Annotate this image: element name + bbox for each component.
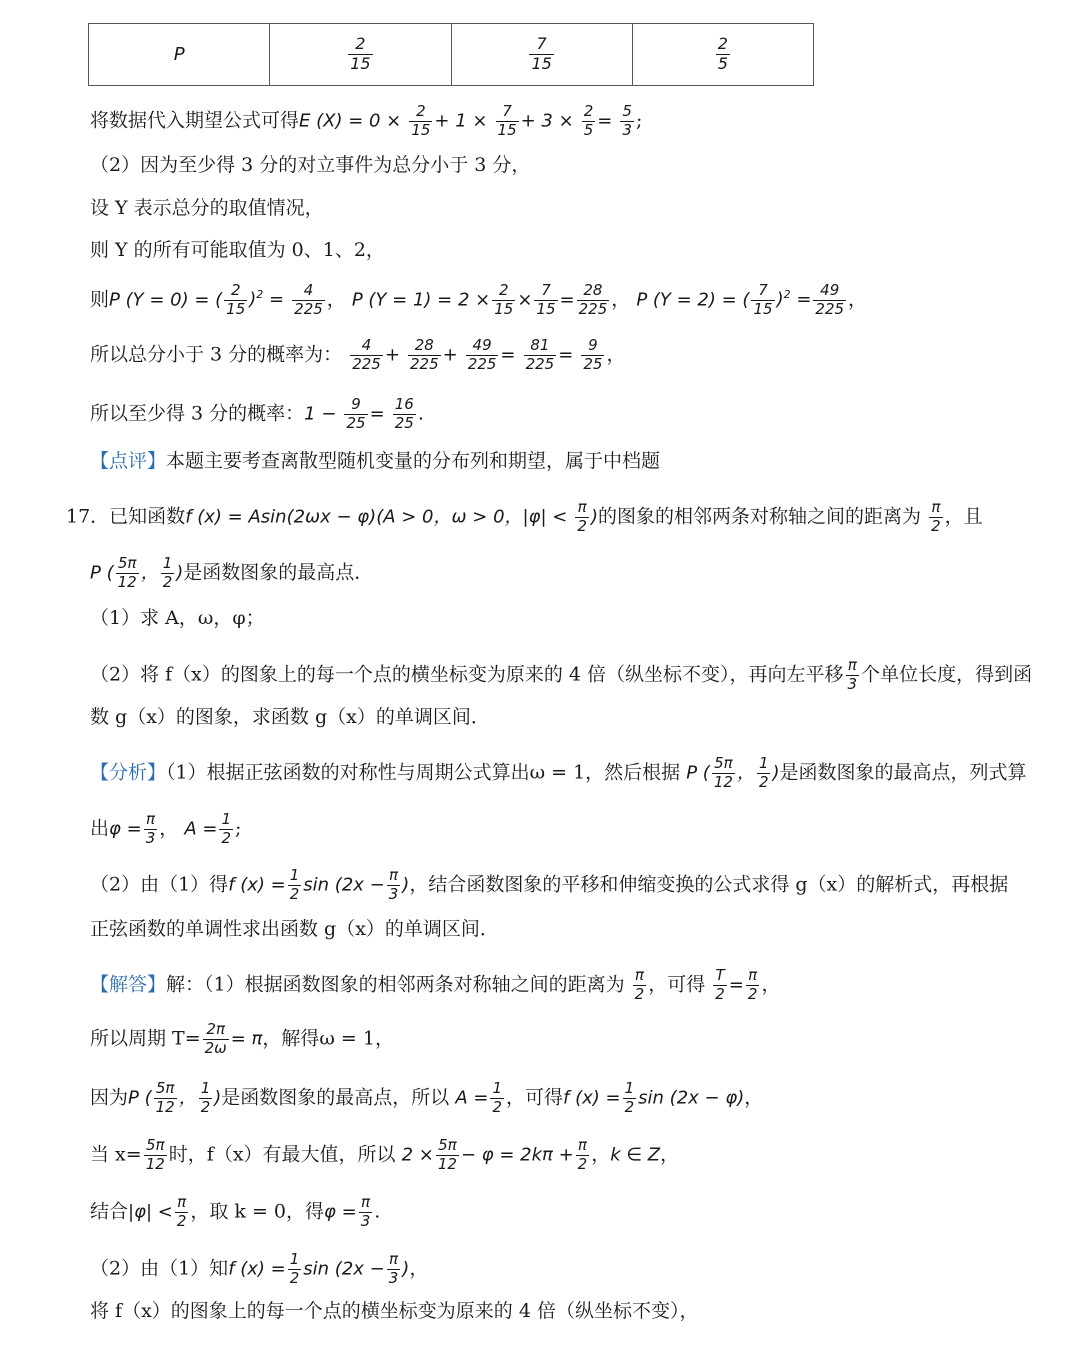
probabilities-line: 则P (Y = 0) = ( $\frac{2}{15}$ )$^2$ = $\frac{4}{225}$ ， P (Y = 1) = 2 × $\frac{2}{15}$ × $\frac{7}{15}$ = $\frac{28}{225}$ ， P (Y = 2) = ( $\frac{7}{15}$ )$^2$ = $\frac{49}{225}$ ， [90,281,868,318]
review-line: 【点评】本题主要考查离散型随机变量的分布列和期望，属于中档题 [90,450,661,472]
probability-table [88,23,814,86]
table-cell: $\frac{2}{5}$ [632,24,813,86]
analysis-line-4: 正弦函数的单调性求出函数 g（x）的单调区间． [90,918,499,940]
question-17-point: P ( $\frac{5\pi}{12}$ ， $\frac{1}{2}$ )是函数图象的最高点． [90,554,374,591]
solution-when: 当 x= $\frac{5\pi}{12}$ 时，f（x）有最大值，所以 2 × $\frac{5\pi}{12}$ − φ = 2kπ + $\frac{\pi}{2}$ ，k ∈ Z， [90,1136,680,1173]
table-cell: $\frac{2}{15}$ [270,24,451,86]
expectation-line: 将数据代入期望公式可得E (X) = 0 × $\frac{2}{15}$ + 1 × $\frac{7}{15}$ + 3 × $\frac{2}{5}$ = $\frac{5}{3}$ ; [90,102,643,139]
solution-combine: 结合|φ| < $\frac{\pi}{2}$ ，取 k = 0，得φ = $\frac{\pi}{3}$ . [90,1193,381,1230]
question-17-part1: （1）求 A，ω，φ； [90,607,265,629]
question-17-part2: （2）将 f（x）的图象上的每一个点的横坐标变为原来的 4 倍（纵坐标不变），再向左平移 $\frac{\pi}{3}$ 个单位长度，得到函 [90,656,1033,693]
solution-part2: （2）由（1）知f (x) = $\frac{1}{2}$ sin (2x − $\frac{\pi}{3}$ )， [90,1250,429,1287]
analysis-line-1: 【分析】（1）根据正弦函数的对称性与周期公式算出ω = 1，然后根据 P ( $\frac{5\pi}{12}$ ， $\frac{1}{2}$ )是函数图象的最高点，列式算 [90,754,1027,791]
table-cell: $\frac{7}{15}$ [451,24,632,86]
at-least-3-line: 所以至少得 3 分的概率：1 − $\frac{9}{25}$ = $\frac{16}{25}$ . [90,395,424,432]
analysis-line-3: （2）由（1）得f (x) = $\frac{1}{2}$ sin (2x − $\frac{\pi}{3}$ )，结合函数图象的平移和伸缩变换的公式求得 g（x）的解析式，再根据 [90,866,1009,903]
solution-period: 所以周期 T= $\frac{2\pi}{2\omega}$ = π，解得ω = 1， [90,1020,394,1057]
review-tag: 【点评】 [90,450,167,472]
y-definition: 设 Y 表示总分的取值情况， [90,197,324,219]
table-row-label: P [89,24,270,86]
solution-because: 因为P ( $\frac{5\pi}{12}$ ， $\frac{1}{2}$ )是函数图象的最高点，所以 A = $\frac{1}{2}$ ，可得f (x) = $\frac{1}{2}$ sin (2x − φ)， [90,1079,764,1116]
y-values: 则 Y 的所有可能取值为 0、1、2， [90,239,385,261]
question-17-part2-cont: 数 g（x）的图象，求函数 g（x）的单调区间． [90,706,490,728]
analysis-line-2: 出φ = $\frac{\pi}{3}$ ， A = $\frac{1}{2}$ ; [90,810,242,847]
solution-last-line: 将 f（x）的图象上的每一个点的横坐标变为原来的 4 倍（纵坐标不变）， [90,1300,699,1322]
solution-tag: 【解答】 [90,973,167,996]
less-than-3-line: 所以总分小于 3 分的概率为： $\frac{4}{225}$ + $\frac{28}{225}$ + $\frac{49}{225}$ = $\frac{81}{225}$ = $\frac{9}{25}$ ， [90,336,626,373]
solution-line-1: 【解答】解：（1）根据函数图象的相邻两条对称轴之间的距离为 $\frac{\pi}{2}$ ，可得 $\frac{T}{2}$ = $\frac{\pi}{2}$ ， [90,966,781,1003]
table-row [89,24,814,86]
question-17-line: 17．已知函数f (x) = Asin(2ωx − φ)(A > 0，ω > 0，|φ| < $\frac{\pi}{2}$ )的图象的相邻两条对称轴之间的距离为 $\frac{\pi}{2}$ ，且 [66,498,983,535]
analysis-tag: 【分析】 [90,761,167,784]
part2-intro: （2）因为至少得 3 分的对立事件为总分小于 3 分， [90,154,531,176]
